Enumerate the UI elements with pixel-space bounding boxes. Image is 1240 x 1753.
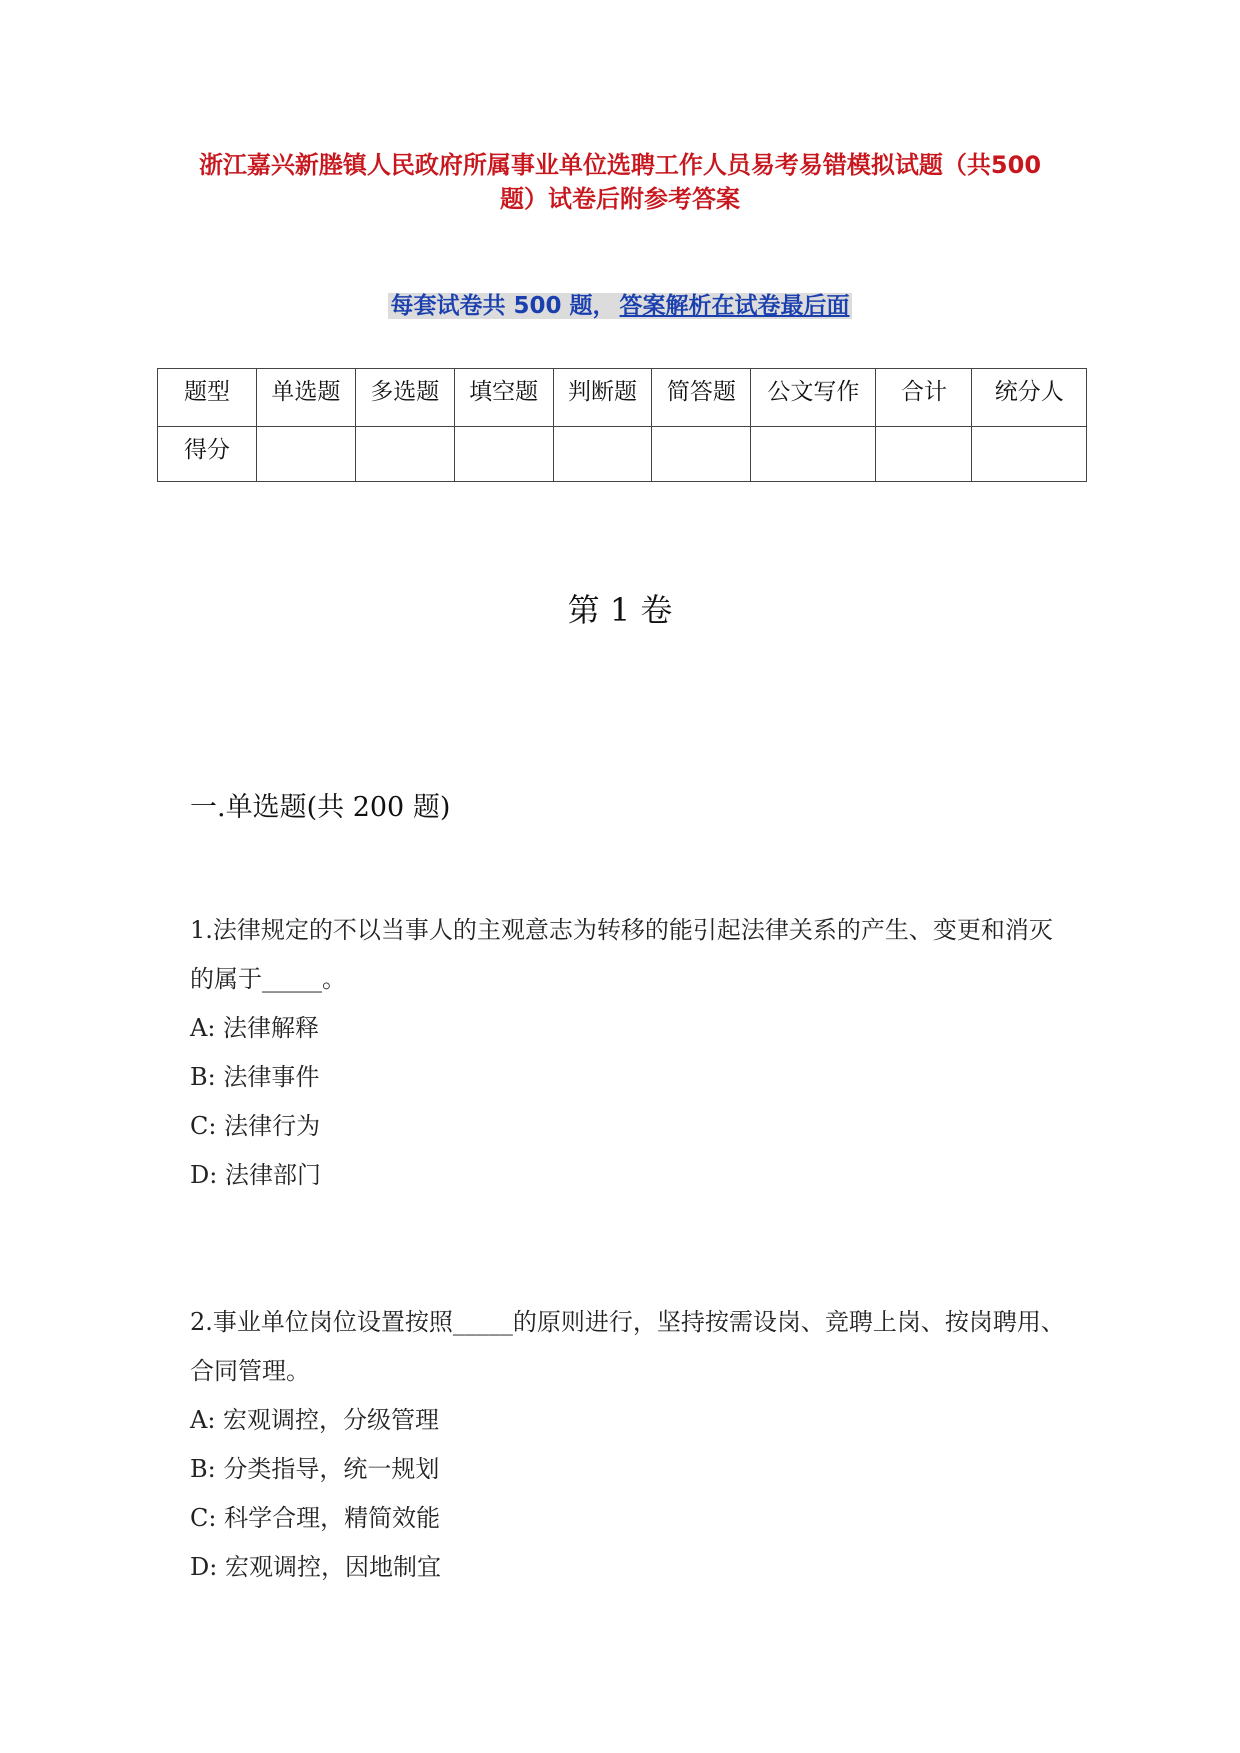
volume-title: 第 1 卷 — [567, 591, 673, 629]
option-d: D: 法律部门 — [190, 1161, 321, 1189]
header-cell: 单选题 — [256, 369, 355, 427]
document-subtitle — [0, 290, 1240, 322]
question-stem: 1.法律规定的不以当事人的主观意志为转移的能引起法律关系的产生、变更和消灭的属于_____。 — [190, 916, 1053, 993]
option-a: A: 宏观调控，分级管理 — [190, 1406, 440, 1434]
option-b: B: 法律事件 — [190, 1063, 320, 1091]
score-table — [157, 368, 1087, 482]
header-cell: 多选题 — [355, 369, 454, 427]
header-cell: 填空题 — [454, 369, 553, 427]
score-cell[interactable] — [454, 427, 553, 482]
header-cell: 判断题 — [553, 369, 652, 427]
question-2 — [190, 1298, 1070, 1592]
header-cell: 统分人 — [972, 369, 1087, 427]
answer-link[interactable]: 答案解析在试卷最后面 — [619, 293, 850, 319]
score-cell[interactable] — [553, 427, 652, 482]
question-stem: 2.事业单位岗位设置按照_____的原则进行，坚持按需设岗、竞聘上岗、按岗聘用、合同管理。 — [190, 1308, 1065, 1385]
section-title: 一.单选题(共 200 题) — [190, 792, 451, 823]
header-cell: 合计 — [876, 369, 972, 427]
header-cell: 题型 — [158, 369, 257, 427]
option-c: C: 法律行为 — [190, 1112, 321, 1140]
document-title: 浙江嘉兴新塍镇人民政府所属事业单位选聘工作人员易考易错模拟试题（共500题）试卷后附参考答案 — [198, 151, 1042, 213]
option-a: A: 法律解释 — [190, 1014, 320, 1042]
score-table-score-row — [158, 427, 1087, 482]
score-cell[interactable] — [972, 427, 1087, 482]
question-1 — [190, 906, 1070, 1200]
option-b: B: 分类指导，统一规划 — [190, 1455, 440, 1483]
header-cell: 公文写作 — [751, 369, 876, 427]
header-cell: 简答题 — [652, 369, 751, 427]
subtitle-text: 每套试卷共 500 题， — [390, 293, 616, 319]
score-cell[interactable] — [751, 427, 876, 482]
score-cell[interactable] — [652, 427, 751, 482]
score-row-label: 得分 — [158, 427, 257, 482]
score-cell[interactable] — [876, 427, 972, 482]
score-cell[interactable] — [256, 427, 355, 482]
score-cell[interactable] — [355, 427, 454, 482]
option-c: C: 科学合理，精简效能 — [190, 1504, 441, 1532]
score-table-header-row — [158, 369, 1087, 427]
option-d: D: 宏观调控，因地制宜 — [190, 1553, 441, 1581]
